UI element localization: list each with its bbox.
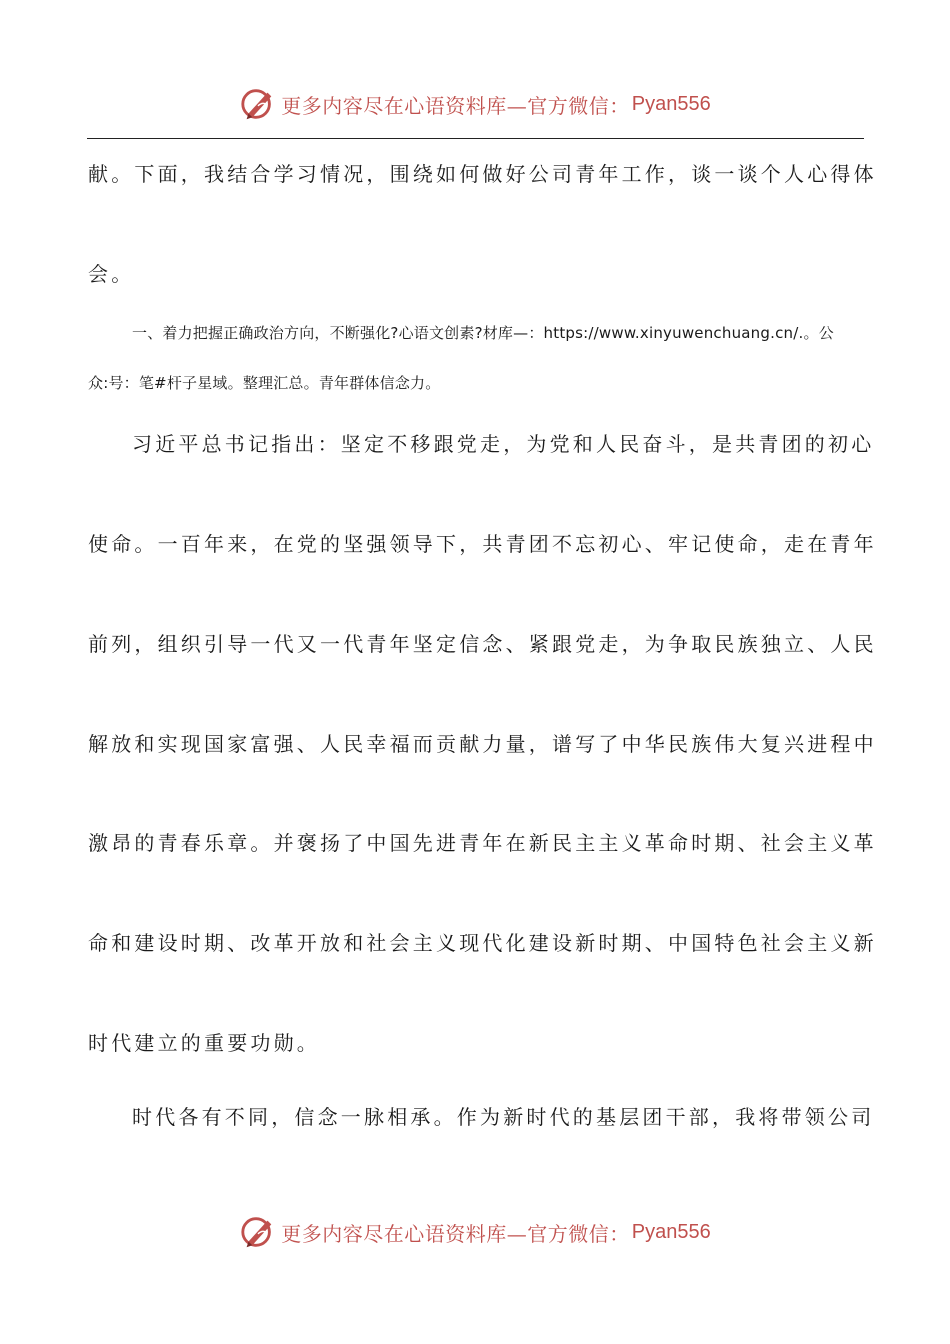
header-banner (0, 82, 950, 126)
footer-banner (0, 1210, 950, 1254)
body-line: 激昂的青春乐章。并褒扬了中国先进青年在新民主主义革命时期、社会主义革 (88, 831, 877, 855)
header-banner-text: 更多内容尽在心语资料库—官方微信： (281, 93, 630, 118)
body-line: 习近平总书记指出：坚定不移跟党走，为党和人民奋斗，是共青团的初心 (132, 432, 875, 456)
header-divider (87, 138, 864, 139)
body-line: 献。下面，我结合学习情况，围绕如何做好公司青年工作，谈一谈个人心得体 (88, 162, 877, 186)
body-line: 会。 (88, 262, 135, 286)
pen-logo-icon (239, 85, 277, 123)
body-line: 时代各有不同，信念一脉相承。作为新时代的基层团干部，我将带领公司 (132, 1105, 875, 1129)
section-heading-line: 众:号：笔#杆子星域。整理汇总。青年群体信念力。 (88, 374, 441, 392)
footer-banner-text: 更多内容尽在心语资料库—官方微信： (281, 1221, 630, 1246)
pen-logo-icon (239, 1213, 277, 1251)
section-heading-line: 一、着力把握正确政治方向，不断强化?心语文创素?材库—：https://www.xinyuwenchuang.cn/.。公 (132, 324, 834, 342)
body-line: 前列，组织引导一代又一代青年坚定信念、紧跟党走，为争取民族独立、人民 (88, 632, 877, 656)
header-banner-wechat-id: Pyan556 (631, 92, 711, 115)
body-line: 使命。一百年来，在党的坚强领导下，共青团不忘初心、牢记使命，走在青年 (88, 532, 877, 556)
body-line: 时代建立的重要功勋。 (88, 1031, 320, 1055)
body-line: 命和建设时期、改革开放和社会主义现代化建设新时期、中国特色社会主义新 (88, 931, 877, 955)
footer-banner-wechat-id: Pyan556 (631, 1220, 711, 1243)
body-line: 解放和实现国家富强、人民幸福而贡献力量，谱写了中华民族伟大复兴进程中 (88, 732, 877, 756)
